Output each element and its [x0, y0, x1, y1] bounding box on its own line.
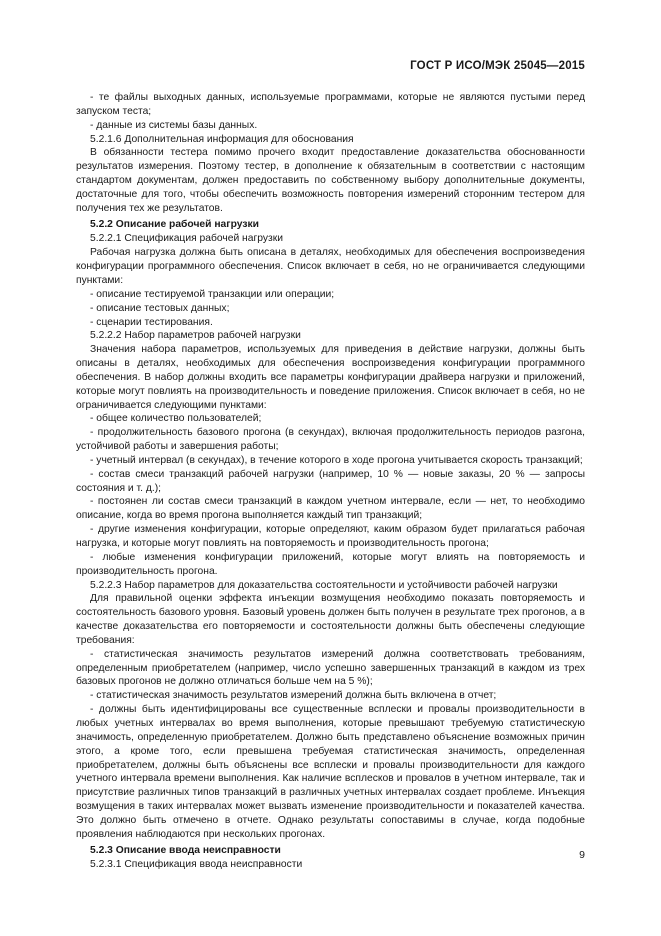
list-item: - описание тестируемой транзакции или операции; — [90, 288, 335, 300]
list-item: - описание тестовых данных; — [90, 302, 230, 314]
paragraph: В обязанности тестера помимо прочего входит предоставление доказательства обоснованности результатов измерения. Поэтому тестер, в дополнение к обязательным в соответствии с настоящим стандартом документам, должен предоставить по собственному выбору дополнительные документы, достаточные для того, чтобы обеспечить возможность повторения измерений сторонним тестером для получения тех же результатов. — [76, 147, 585, 214]
paragraph: Рабочая нагрузка должна быть описана в деталях, необходимых для обеспечения воспроизведения конфигурации программного обеспечения. Список включает в себя, но не ограничивается следующими пунктами: — [76, 247, 585, 286]
list-item: - продолжительность базового прогона (в секундах), включая продолжительность периодов разгона, устойчивой работы и завершения работы; — [76, 427, 585, 453]
list-item: - статистическая значимость результатов измерений должна быть включена в отчет; — [90, 690, 497, 702]
paragraph: Для правильной оценки эффекта инъекции возмущения необходимо показать повторяемость и состоятельность базового уровня. Базовый уровень должен быть получен в результате трех прогонов, а в качестве доказательства его повторяемости и состоятельности должны быть обеспечены следующие требования: — [76, 593, 585, 646]
subsection-title: 5.2.2.2 Набор параметров рабочей нагрузки — [90, 330, 301, 342]
subsection-title: 5.2.3.1 Спецификация ввода неисправности — [90, 859, 303, 871]
subsection-title: 5.2.1.6 Дополнительная информация для обоснования — [90, 133, 354, 145]
section-heading: 5.2.3 Описание ввода неисправности — [90, 844, 281, 856]
list-item: - те файлы выходных данных, используемые программами, которые не являются пустыми перед запуском теста; — [76, 92, 585, 117]
section-heading: 5.2.2 Описание рабочей нагрузки — [90, 218, 259, 230]
document-body — [76, 91, 585, 872]
list-item: - должны быть идентифицированы все существенные всплески и провалы производительности в любых учетных интервалах во время выполнения, которые превышают требуемую статистическую значимость, определенную приобретателем. Должно быть представлено объяснение возможных причин этого, а кроме того, если превышена требуемая статистическая значимость, определенная приобретателем, должны быть объяснены все всплески и провалы производительности для каждого учетного интервала времени выполнения. Как наличие всплесков и провалов в учетном интервале, так и присутствие различных типов транзакций в различных учетных интервалах создает проблеме. Инъекция возмущения в таких интервалах может вызвать изменение производительности и показателей качества. Это должно быть отмечено в отчете. Однако результаты сопоставимы в случае, когда подобные проявления наблюдаются при нескольких прогонах. — [76, 704, 585, 840]
paragraph: Значения набора параметров, используемых для приведения в действие нагрузки, должны быть описаны в деталях, необходимых для обеспечения воспроизведения конфигурации программного обеспечения. В набор должны входить все параметры конфигурации драйвера нагрузки и приложений, которые могут повлиять на производительность и поведение приложения. Список включает в себя, но не ограничивается следующими пунктами: — [76, 344, 585, 411]
list-item: - учетный интервал (в секундах), в течение которого в ходе прогона учитывается скорость транзакций; — [90, 454, 583, 466]
list-item: - состав смеси транзакций рабочей нагрузки (например, 10 % — новые заказы, 20 % — запросы состояния и т. д.); — [76, 468, 585, 494]
list-item: - сценарии тестирования. — [90, 316, 213, 328]
list-item: - данные из системы базы данных. — [90, 119, 258, 131]
list-item: - другие изменения конфигурации, которые определяют, каким образом будет прилагаться рабочая нагрузка, и которые могут повлиять на повторяемость и производительность прогона; — [76, 524, 585, 549]
list-item: - общее количество пользователей; — [90, 413, 262, 425]
subsection-title: 5.2.2.3 Набор параметров для доказательства состоятельности и устойчивости рабочей нагрузки — [90, 579, 558, 591]
list-item: - статистическая значимость результатов измерений должна соответствовать требованиям, определенным приобретателем (например, число успешно завершенных транзакций в каждом из трех базовых прогонов не должно отличаться больше чем на 5 %); — [76, 648, 585, 688]
subsection-title: 5.2.2.1 Спецификация рабочей нагрузки — [90, 233, 283, 245]
document-header: ГОСТ Р ИСО/МЭК 25045—2015 — [410, 60, 585, 72]
list-item: - постоянен ли состав смеси транзакций в каждом учетном интервале, если — нет, то необходимо описание, когда во время прогона выполняется каждый тип транзакций; — [76, 496, 585, 522]
page-number: 9 — [579, 849, 585, 861]
list-item: - любые изменения конфигурации приложений, которые могут влиять на повторяемость и производительность прогона. — [76, 551, 585, 577]
